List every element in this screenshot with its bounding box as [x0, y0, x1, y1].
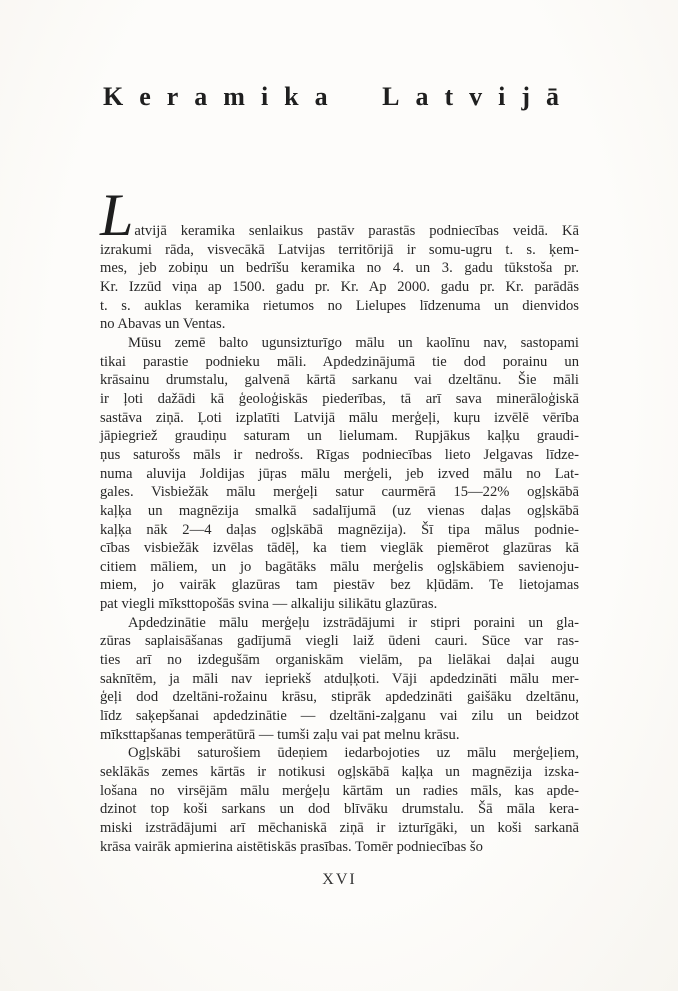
text-line: Mūsu zemē balto ugunsizturīgo mālu un kaolīnu nav, sastopami	[128, 334, 579, 351]
text-line: Kr. Izzūd viņa ap 1500. gadu pr. Kr. Ap 2000. gadu pr. Kr. parādās	[100, 278, 579, 295]
text-line: kaļķa un magnēzija smalkā sadalījumā (uz vienas daļas ogļskābā	[100, 502, 579, 519]
text-line: jāpiegriež graudiņu saturam un lielumam. Rupjākus kaļķu graudi-	[100, 428, 579, 445]
paragraph	[100, 744, 579, 856]
text-line: kaļķa nāk 2—4 daļas ogļskābā magnēzija). Šī tipa mālus podnie-	[100, 521, 579, 538]
text-line: gales. Visbiežāk mālu merģeļi satur caurmērā 15—22% ogļskābā	[100, 484, 579, 501]
text-line: ģeļi dod dzeltāni-rožainu krāsu, stiprāk apdedzināti gaišāku dzeltānu,	[100, 689, 579, 706]
text-line: ņus saturošs māls ir nedrošs. Rīgas podniecības lieto Jelgavas līdze-	[100, 446, 579, 463]
text-line: cības visbiežāk izvēlas tādēļ, ka tiem vieglāk piemērot glazūras kā	[100, 540, 579, 557]
text-line: Ogļskābi saturošiem ūdeņiem iedarbojoties uz mālu merģeļiem,	[128, 745, 579, 762]
text-line: izrakumi rāda, visvecākā Latvijas territōrijā ir somu-ugru t. s. ķem-	[100, 241, 579, 258]
text-line: krāsainu drumstalu, galvenā kārtā sarkanu vai dzeltānu. Šie māli	[100, 372, 579, 389]
text-line: Latvijā keramika senlaikus pastāv parastās podniecības veidā. Kā	[100, 182, 579, 248]
text-line: sastāva ziņā. Ļoti izplatīti Latvijā mālu merģeļi, kuŗu izvēlē vērība	[100, 409, 579, 426]
paragraph	[100, 182, 579, 334]
text-line: no Abavas un Ventas.	[100, 316, 226, 333]
text-line: numa aluvija Joldijas jūŗas mālu merģeli, jeb izved mālu no Lat-	[100, 465, 579, 482]
text-line: tikai parastie podnieku māli. Apdedzinājumā tie dod porainu un	[100, 353, 579, 370]
page-title: Keramika Latvijā	[103, 82, 576, 111]
text-line: miem, jo vairāk glazūras tam piestāv bez kļūdām. Te lietojamas	[100, 577, 579, 594]
text-line: lošana no virsējām mālu merģeļu kārtām un radies māls, kas apde-	[100, 782, 579, 799]
text-line: t. s. auklas keramika rietumos no Lielupes līdzenuma un dienvidos	[100, 297, 579, 314]
page-number: XVI	[322, 871, 357, 888]
body-text	[100, 182, 579, 856]
text-line: zūras saplaisāšanas gadījumā viegli laiž ūdeni cauri. Sūce var ras-	[100, 633, 579, 650]
text-line: seklākās zemes kārtās ir notikusi ogļskābā kaļķa un magnēzija izska-	[100, 764, 579, 781]
paragraph	[100, 614, 579, 745]
text-line: ties arī no izdegušām organiskām vielām, pa lielākai daļai augu	[100, 652, 579, 669]
text-line: mes, jeb zobiņu un bedrīšu keramika no 4. un 3. gadu tūkstoša pr.	[100, 260, 579, 277]
paragraph	[100, 334, 579, 614]
text-line: pat viegli mīksttopošās svina — alkaliju silikātu glazūras.	[100, 596, 438, 613]
text-line: ir ļoti dažādi kā ģeoloģiskās piederības, tā arī sava minerāloģiskā	[100, 390, 579, 407]
text-line: saknītēm, ja māli nav iepriekš atduļķoti. Vāji apdedzināti mālu mer-	[100, 670, 579, 687]
text-line: līdz saķepšanai apdedzinātie — dzeltāni-zaļganu vai zilu un beidzot	[100, 708, 579, 725]
text-line: mīksttapšanas temperātūrā — tumši zaļu vai pat melnu krāsu.	[100, 726, 460, 743]
text-line: dzinot top koši sarkans un dod blīvāku drumstalu. Šā māla kera-	[100, 801, 579, 818]
text-line: citiem māliem, un jo bagātāks mālu merģelis ogļskābiem savienoju-	[100, 558, 579, 575]
text-line: miski izstrādājumi arī mēchaniskā ziņā ir izturīgāki, un koši sarkanā	[100, 820, 579, 836]
text-line: Apdedzinātie mālu merģeļu izstrādājumi ir stipri poraini un gla-	[128, 614, 579, 631]
text-line: krāsa vairāk apmierina aistētiskās prasības. Tomēr podniecības šo	[100, 838, 483, 855]
drop-cap-letter: L	[100, 182, 135, 248]
